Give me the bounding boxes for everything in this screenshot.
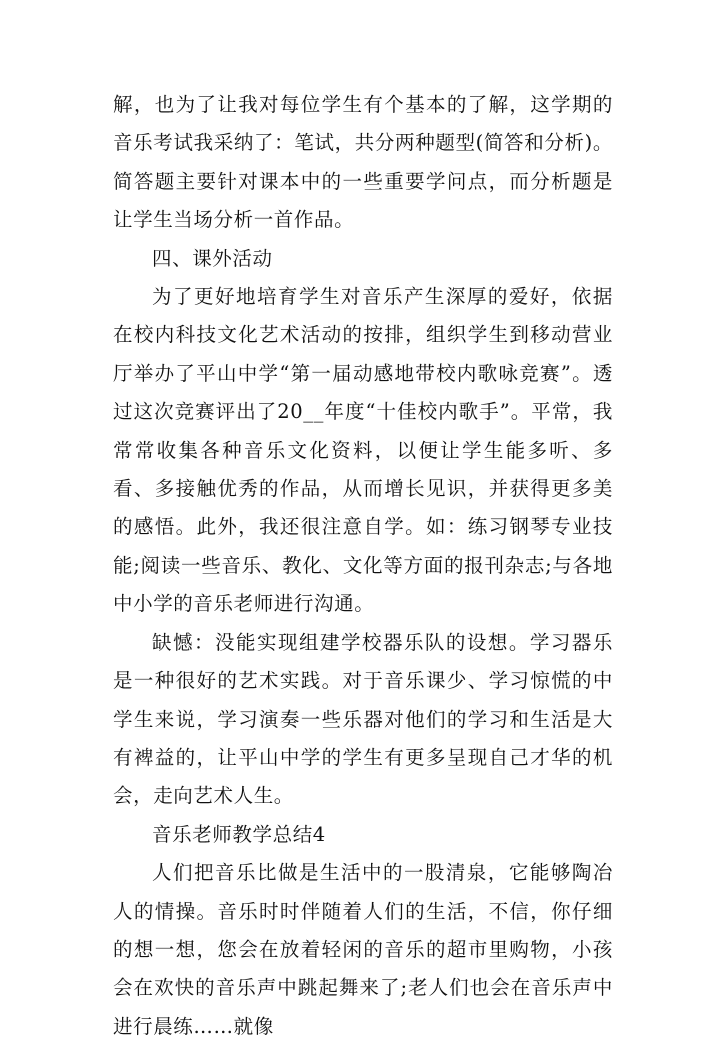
section-heading-summary-4: 音乐老师教学总结4 (152, 822, 326, 846)
section-heading-extracurricular: 四、课外活动 (152, 246, 273, 270)
paragraph-activities: 为了更好地培育学生对音乐产生深厚的爱好，依据在校内科技文化艺术活动的按排，组织学生到移动营业厅举办了平山中学“第一届动感地带校内歌咏竞赛”。透过这次竞赛评出了20__年度“十佳校内歌手”。平常，我常常收集各种音乐文化资料，以便让学生能多听、多看、多接触优秀的作品，从而增长见识，并获得更多美的感悟。此外，我还很注意自学。如：练习钢琴专业技能;阅读一些音乐、教化、文化等方面的报刊杂志;与各地中小学的音乐老师进行沟通。 (113, 285, 613, 616)
paragraph-music-life: 人们把音乐比做是生活中的一股清泉，它能够陶冶人的情操。音乐时时伴随着人们的生活，不信，你仔细的想一想，您会在放着轻闲的音乐的超市里购物，小孩会在欢快的音乐声中跳起舞来了;老人们也会在音乐声中进行晨练……就像 (113, 861, 613, 1038)
paragraph-regrets: 缺憾：没能实现组建学校器乐队的设想。学习器乐是一种很好的艺术实践。对于音乐课少、学习惊慌的中学生来说，学习演奏一些乐器对他们的学习和生活是大有裨益的，让平山中学的学生有更多呈现自己才华的机会，走向艺术人生。 (113, 630, 613, 808)
document-body (113, 86, 613, 1046)
paragraph-exam-method: 解，也为了让我对每位学生有个基本的了解，这学期的音乐考试我采纳了：笔试，共分两种题型(简答和分析)。简答题主要针对课本中的一些重要学问点，而分析题是让学生当场分析一首作品。 (113, 93, 613, 232)
